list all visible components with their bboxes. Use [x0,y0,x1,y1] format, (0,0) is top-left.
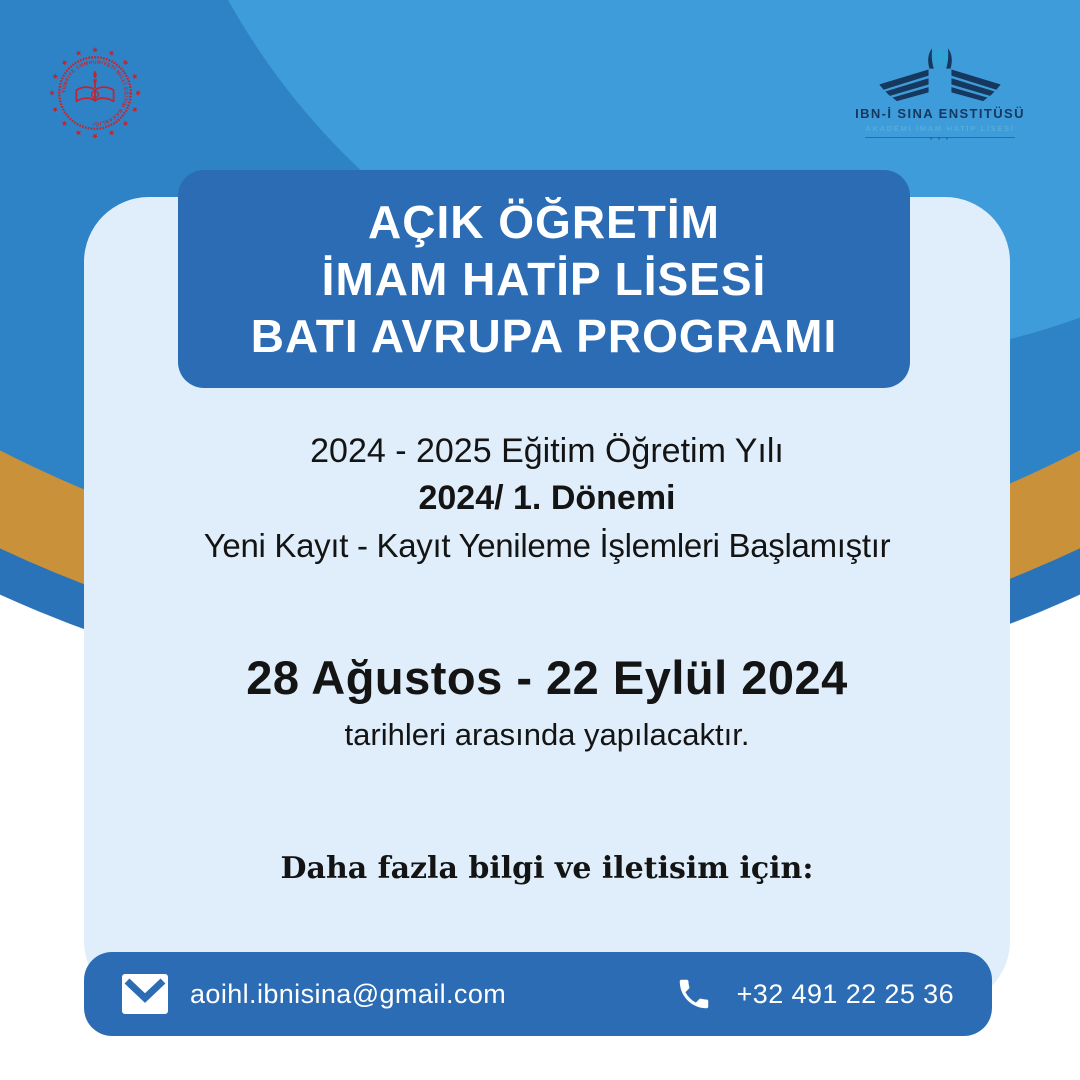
meb-emblem-graphic [46,44,144,142]
ibn-institute-name: IBN-İ SINA ENSTITÜSÜ [855,106,1025,121]
book-and-torch-icon [76,70,113,101]
ibnisina-logo [852,42,1028,143]
tulip-icon [933,46,948,69]
phone-number: +32 491 22 25 36 [736,978,954,1009]
title-box [178,170,910,388]
ibn-divider-dots: • • • [930,137,950,143]
school-year-line: 2024 - 2025 Eğitim Öğretim Yılı [310,432,784,470]
meb-emblem [46,44,144,142]
open-book-tulip-icon [874,42,1006,104]
meb-ring-text: TÜRKİYE CUMHURİYETİ MİLLÎ EĞİTİM BAKANLIĞI [62,60,128,126]
phone-group [675,975,954,1013]
registration-line: Yeni Kayıt - Kayıt Yenileme İşlemleri Başlamıştır [203,527,891,564]
title-line-3: BATI AVRUPA PROGRAMI [250,310,838,363]
term-line: 2024/ 1. Dönemi [418,479,676,517]
date-range: 28 Ağustos - 22 Eylül 2024 [246,651,848,704]
contact-bar [84,952,992,1036]
title-line-2: İMAM HATİP LİSESİ [321,252,767,305]
ibn-institute-subtitle: AKADEMİ İMAM HATİP LİSESİ [865,124,1015,133]
email-group [122,974,506,1014]
title-line-1: AÇIK ÖĞRETİM [368,195,720,248]
phone-icon [675,975,713,1013]
envelope-icon [122,974,168,1014]
more-info-label: Daha fazla bilgi ve iletisim için: [280,851,814,886]
email-address: aoihl.ibnisina@gmail.com [190,978,507,1009]
date-subtext: tarihleri arasında yapılacaktır. [344,717,750,752]
